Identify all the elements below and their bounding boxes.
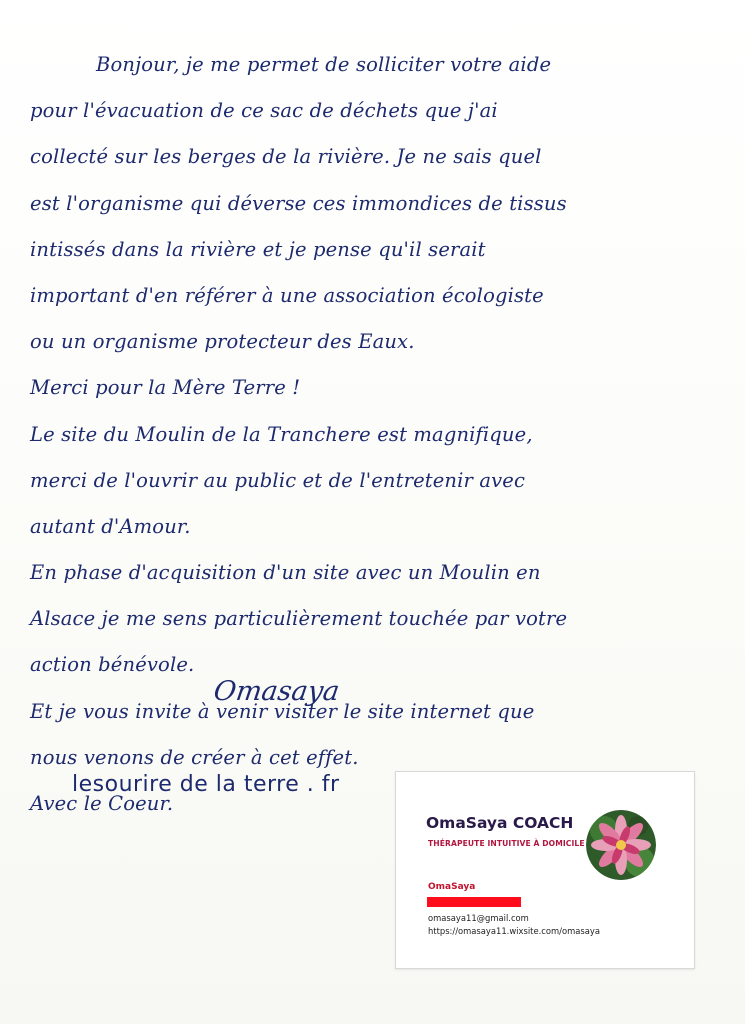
card-redacted-bar: [427, 897, 521, 907]
letter-line: Bonjour, je me permet de solliciter votre aide: [96, 53, 552, 76]
letter-line: En phase d'acquisition d'un site avec un Moulin en: [30, 561, 541, 585]
letter-line: est l'organisme qui déverse ces immondices de tissus: [30, 191, 567, 215]
website-text: lesourire de la terre . fr: [72, 772, 340, 797]
letter-line: nous venons de créer à cet effet.: [30, 745, 359, 769]
letter-line: Alsace je me sens particulièrement touchée par votre: [30, 607, 568, 631]
letter-line: ou un organisme protecteur des Eaux.: [30, 330, 415, 354]
letter-line: pour l'évacuation de ce sac de déchets que j'ai: [30, 99, 498, 123]
water-lily-icon: [586, 810, 656, 880]
letter-line: Et je vous invite à venir visiter le site internet que: [30, 699, 535, 723]
letter-line: Le site du Moulin de la Tranchere est magnifique,: [30, 422, 533, 446]
card-subtitle: THÉRAPEUTE INTUITIVE À DOMICILE: [428, 839, 585, 848]
card-email[interactable]: omasaya11@gmail.com: [428, 913, 529, 923]
letter-line: autant d'Amour.: [30, 514, 191, 538]
card-person: OmaSaya: [428, 882, 476, 892]
letter-line: Merci pour la Mère Terre !: [30, 376, 301, 400]
letter-line: merci de l'ouvrir au public et de l'entretenir avec: [30, 468, 526, 492]
letter-body: [30, 42, 720, 827]
card-name: OmaSaya COACH: [426, 814, 574, 832]
letter-line: action bénévole.: [30, 653, 195, 677]
letter-line: important d'en référer à une association écologiste: [30, 283, 544, 307]
water-lily-icon-graphic: [586, 810, 656, 880]
letter-line: Avec le Coeur.: [30, 792, 174, 815]
business-card: [395, 771, 695, 969]
signature: Omasaya: [211, 676, 342, 707]
card-url[interactable]: https://omasaya11.wixsite.com/omasaya: [428, 926, 600, 936]
letter-line: intissés dans la rivière et je pense qu'il serait: [30, 237, 486, 261]
letter-line: collecté sur les berges de la rivière. Je ne sais quel: [30, 145, 542, 169]
